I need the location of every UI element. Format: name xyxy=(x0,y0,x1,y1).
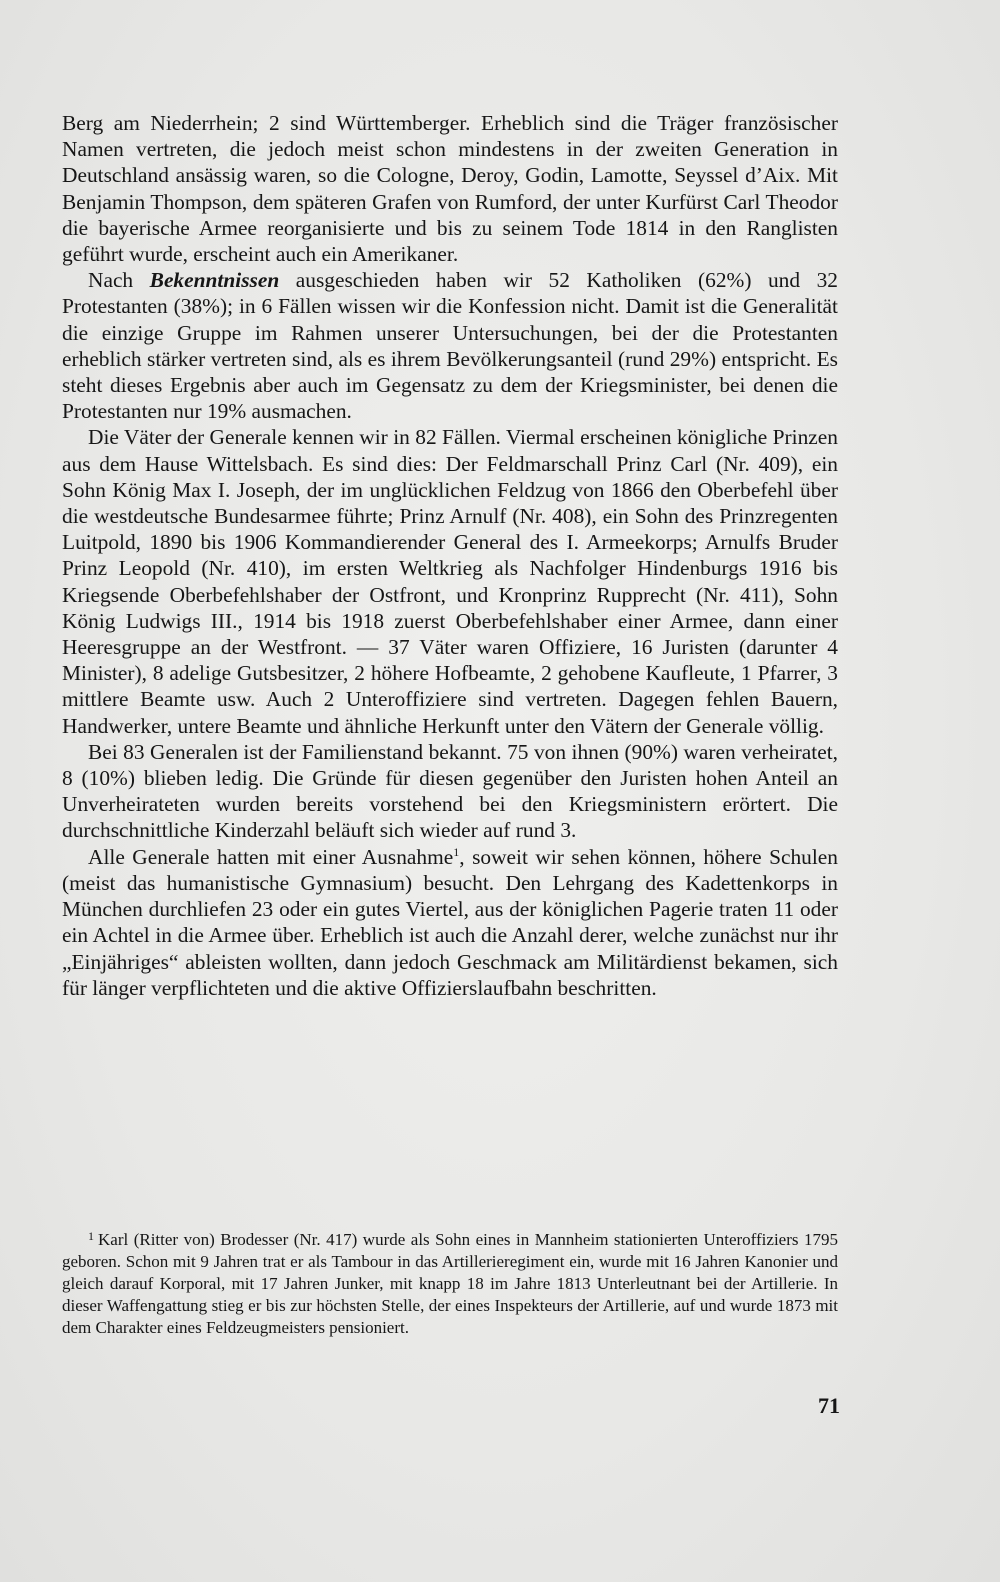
paragraph-1 xyxy=(62,110,838,267)
paragraph-2-lead: Nach xyxy=(88,268,150,293)
paragraph-5-text: , soweit wir sehen können, höhere Schulen (meist das humanistische Gymnasium) besucht. Den Lehrgang des Kadettenkorps in München durchliefen 23 oder ein gutes Viertel, aus der königlichen Pagerie traten 11 oder ein Achtel in die Armee über. Erheblich ist auch die Anzahl derer, welche zunächst nur ihr „Einjähriges“ ableisten wollten, dann jedoch Geschmack am Militärdienst bekamen, sich für länger verpflichteten und die aktive Offizierslaufbahn beschritten. xyxy=(62,844,838,1000)
paragraph-4 xyxy=(62,739,838,844)
paragraph-4-text: Bei 83 Generalen ist der Familienstand bekannt. 75 von ihnen (90%) waren verheiratet, 8 (10%) blieben ledig. Die Gründe für diesen gegenüber den Juristen hohen Anteil an Unverheirateten wurden bereits vorstehend bei den Kriegsministern erörtert. Die durchschnittliche Kinderzahl beläuft sich wieder auf rund 3. xyxy=(62,739,838,843)
paragraph-1-text: Berg am Niederrhein; 2 sind Württemberger. Erheblich sind die Träger französischer Namen vertreten, die jedoch meist schon mindestens in der zweiten Generation in Deutschland ansässig waren, so die Cologne, Deroy, Godin, Lamotte, Seyssel d’Aix. Mit Benjamin Thompson, dem späteren Grafen von Rumford, der unter Kurfürst Carl Theodor die bayerische Armee reorganisierte und bis zu seinem Tode 1814 in den Ranglisten geführt wurde, erscheint auch ein Amerikaner. xyxy=(62,111,838,267)
footnote-reference: 1 xyxy=(453,844,460,859)
paragraph-2-text: ausgeschieden haben wir 52 Katholiken (62%) und 32 Protestanten (38%); in 6 Fällen wissen wir die Konfession nicht. Damit ist die Generalität die einzige Gruppe im Rahmen unserer Untersuchungen, bei der die Protestanten erheblich stärker vertreten sind, als es ihrem Bevölkerungsanteil (rund 29%) entspricht. Es steht dieses Ergebnis aber auch im Gegensatz zu dem der Kriegsminister, bei denen die Protestanten nur 19% ausmachen. xyxy=(62,268,839,424)
paragraph-3-text: Die Väter der Generale kennen wir in 82 Fällen. Viermal erscheinen königliche Prinzen aus dem Hause Wittelsbach. Es sind dies: Der Feldmarschall Prinz Carl (Nr. 409), ein Sohn König Max I. Joseph, der im unglücklichen Feldzug von 1866 den Oberbefehl über die westdeutsche Bundesarmee führte; Prinz Arnulf (Nr. 408), ein Sohn des Prinzregenten Luitpold, 1890 bis 1906 Kommandierender General des I. Armeekorps; Arnulfs Bruder Prinz Leopold (Nr. 410), im ersten Weltkrieg als Nachfolger Hindenburgs 1916 bis Kriegsende Oberbefehlshaber der Ostfront, und Kronprinz Rupprecht (Nr. 411), Sohn König Ludwigs III., 1914 bis 1918 zuerst Oberbefehlshaber einer Armee, dann einer Heeresgruppe an der Westfront. — 37 Väter waren Offiziere, 16 Juristen (darunter 4 Minister), 8 adelige Gutsbesitzer, 2 höhere Hofbeamte, 2 gehobene Kaufleute, 1 Pfarrer, 3 mittlere Beamte usw. Auch 2 Unteroffiziere sind vertreten. Dagegen fehlen Bauern, Handwerker, untere Beamte und ähnliche Herkunft unter den Vätern der Generale völlig. xyxy=(62,425,838,738)
footnote-mark: 1 xyxy=(88,1229,94,1243)
main-text xyxy=(62,110,838,1001)
paragraph-5 xyxy=(62,844,838,1001)
paragraph-3 xyxy=(62,424,838,738)
page-number: 71 xyxy=(818,1393,840,1418)
footnote-text: Karl (Ritter von) Brodesser (Nr. 417) wurde als Sohn eines in Mannheim stationierten Unteroffiziers 1795 geboren. Schon mit 9 Jahren trat er als Tambour in das Artillerieregiment ein, wurde mit 16 Jahren Kanonier und gleich darauf Korporal, mit 17 Jahren Junker, mit knapp 18 im Jahre 1813 Unterleutnant bei der Artillerie. In dieser Waffengattung stieg er bis zur höchsten Stelle, der eines Inspekteurs der Artillerie, auf und wurde 1873 mit dem Charakter eines Feldzeugmeisters pensioniert. xyxy=(62,1230,838,1337)
paragraph-2-emphasis: Bekenntnissen xyxy=(149,268,280,293)
footnote xyxy=(62,1229,838,1339)
paragraph-5-lead: Alle Generale hatten mit einer Ausnahme xyxy=(88,844,454,869)
paragraph-2 xyxy=(62,267,838,424)
